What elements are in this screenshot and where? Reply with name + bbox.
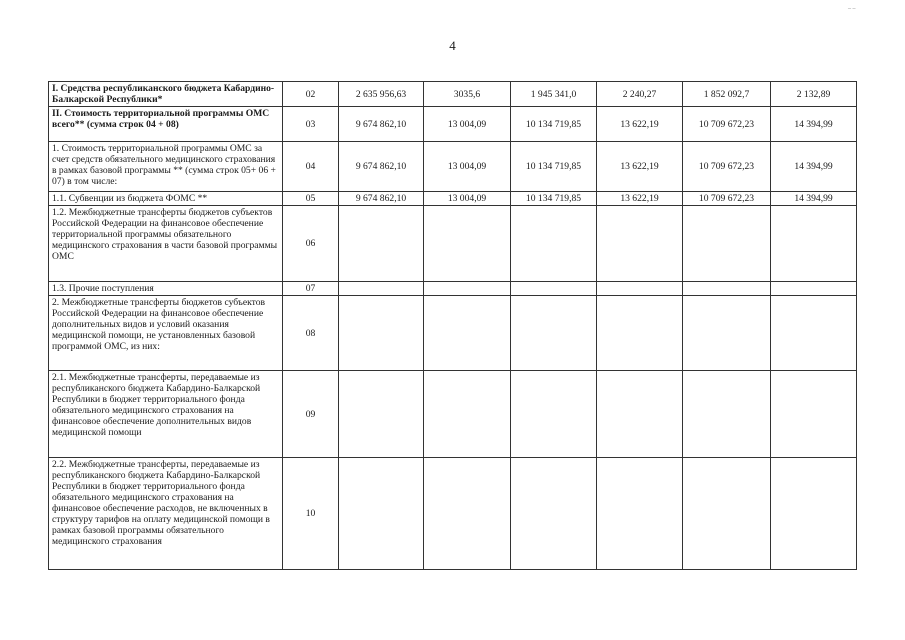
row-code: 08: [283, 296, 339, 371]
value-cell: [511, 371, 597, 458]
value-cell: [424, 296, 511, 371]
value-cell: [597, 206, 683, 282]
value-cell: 13 622,19: [597, 107, 683, 142]
row-label: 1.2. Межбюджетные трансферты бюджетов субъектов Российской Федерации на финансовое обеспечение территориальной программы обязательного медицинского страхования в части базовой программы ОМС: [49, 206, 283, 282]
table-row: [49, 107, 857, 142]
value-cell: 13 622,19: [597, 142, 683, 192]
value-cell: [424, 371, 511, 458]
row-code: 02: [283, 82, 339, 107]
value-cell: 13 622,19: [597, 192, 683, 206]
value-cell: [683, 371, 771, 458]
value-cell: 10 134 719,85: [511, 192, 597, 206]
value-cell: 10 709 672,23: [683, 192, 771, 206]
value-cell: 10 709 672,23: [683, 107, 771, 142]
row-label: 1. Стоимость территориальной программы ОМС за счет средств обязательного медицинского страхования в рамках базовой программы ** (сумма строк 05+ 06 + 07) в том числе:: [49, 142, 283, 192]
row-code: 04: [283, 142, 339, 192]
row-label: 2.1. Межбюджетные трансферты, передаваемые из республиканского бюджета Кабардино-Балкарской Республики в бюджет территориального фонда обязательного медицинского страхования на финансовое обеспечение дополнительных видов медицинской помощи: [49, 371, 283, 458]
value-cell: [771, 371, 857, 458]
row-code: 06: [283, 206, 339, 282]
table-row: [49, 371, 857, 458]
value-cell: 9 674 862,10: [339, 192, 424, 206]
value-cell: [683, 282, 771, 296]
value-cell: 1 852 092,7: [683, 82, 771, 107]
value-cell: [339, 371, 424, 458]
value-cell: [771, 206, 857, 282]
value-cell: [597, 458, 683, 570]
table-row: [49, 296, 857, 371]
value-cell: [597, 296, 683, 371]
row-label: I. Средства республиканского бюджета Кабардино-Балкарской Республики*: [49, 82, 283, 107]
value-cell: [597, 282, 683, 296]
row-code: 09: [283, 371, 339, 458]
row-label: 1.1. Субвенции из бюджета ФОМС **: [49, 192, 283, 206]
value-cell: [683, 458, 771, 570]
table-row: [49, 458, 857, 570]
table-row: [49, 82, 857, 107]
table-row: [49, 206, 857, 282]
value-cell: 13 004,09: [424, 142, 511, 192]
value-cell: [511, 206, 597, 282]
value-cell: 1 945 341,0: [511, 82, 597, 107]
scan-artifact: ‒ ‒: [848, 6, 856, 12]
value-cell: 14 394,99: [771, 192, 857, 206]
value-cell: [511, 282, 597, 296]
value-cell: [771, 282, 857, 296]
value-cell: [424, 458, 511, 570]
table-body: [49, 82, 857, 570]
value-cell: [683, 296, 771, 371]
value-cell: [339, 458, 424, 570]
value-cell: [339, 206, 424, 282]
row-code: 07: [283, 282, 339, 296]
row-code: 03: [283, 107, 339, 142]
table-row: [49, 142, 857, 192]
value-cell: 2 132,89: [771, 82, 857, 107]
table-row: [49, 282, 857, 296]
value-cell: 9 674 862,10: [339, 142, 424, 192]
page-number: 4: [449, 38, 456, 53]
value-cell: [597, 371, 683, 458]
value-cell: [424, 282, 511, 296]
row-label: 1.3. Прочие поступления: [49, 282, 283, 296]
budget-table: [48, 81, 857, 570]
value-cell: [339, 296, 424, 371]
value-cell: 13 004,09: [424, 192, 511, 206]
value-cell: 14 394,99: [771, 142, 857, 192]
value-cell: [771, 296, 857, 371]
value-cell: 10 709 672,23: [683, 142, 771, 192]
row-label: 2.2. Межбюджетные трансферты, передаваемые из республиканского бюджета Кабардино-Балкарской Республики в бюджет территориального фонда обязательного медицинского страхования на финансовое обеспечение расходов, не включенных в структуру тарифов на оплату медицинской помощи в рамках базовой программы обязательного медицинского страхования: [49, 458, 283, 570]
value-cell: 9 674 862,10: [339, 107, 424, 142]
value-cell: 10 134 719,85: [511, 107, 597, 142]
row-code: 10: [283, 458, 339, 570]
value-cell: [424, 206, 511, 282]
value-cell: 3035,6: [424, 82, 511, 107]
value-cell: 13 004,09: [424, 107, 511, 142]
row-label: II. Стоимость территориальной программы ОМС всего** (сумма строк 04 + 08): [49, 107, 283, 142]
table-row: [49, 192, 857, 206]
value-cell: [339, 282, 424, 296]
value-cell: [683, 206, 771, 282]
value-cell: [771, 458, 857, 570]
value-cell: 10 134 719,85: [511, 142, 597, 192]
value-cell: [511, 458, 597, 570]
value-cell: 2 240,27: [597, 82, 683, 107]
row-label: 2. Межбюджетные трансферты бюджетов субъектов Российской Федерации на финансовое обеспечение дополнительных видов и условий оказания медицинской помощи, не установленных базовой программой ОМС, из них:: [49, 296, 283, 371]
row-code: 05: [283, 192, 339, 206]
value-cell: 2 635 956,63: [339, 82, 424, 107]
value-cell: [511, 296, 597, 371]
value-cell: 14 394,99: [771, 107, 857, 142]
